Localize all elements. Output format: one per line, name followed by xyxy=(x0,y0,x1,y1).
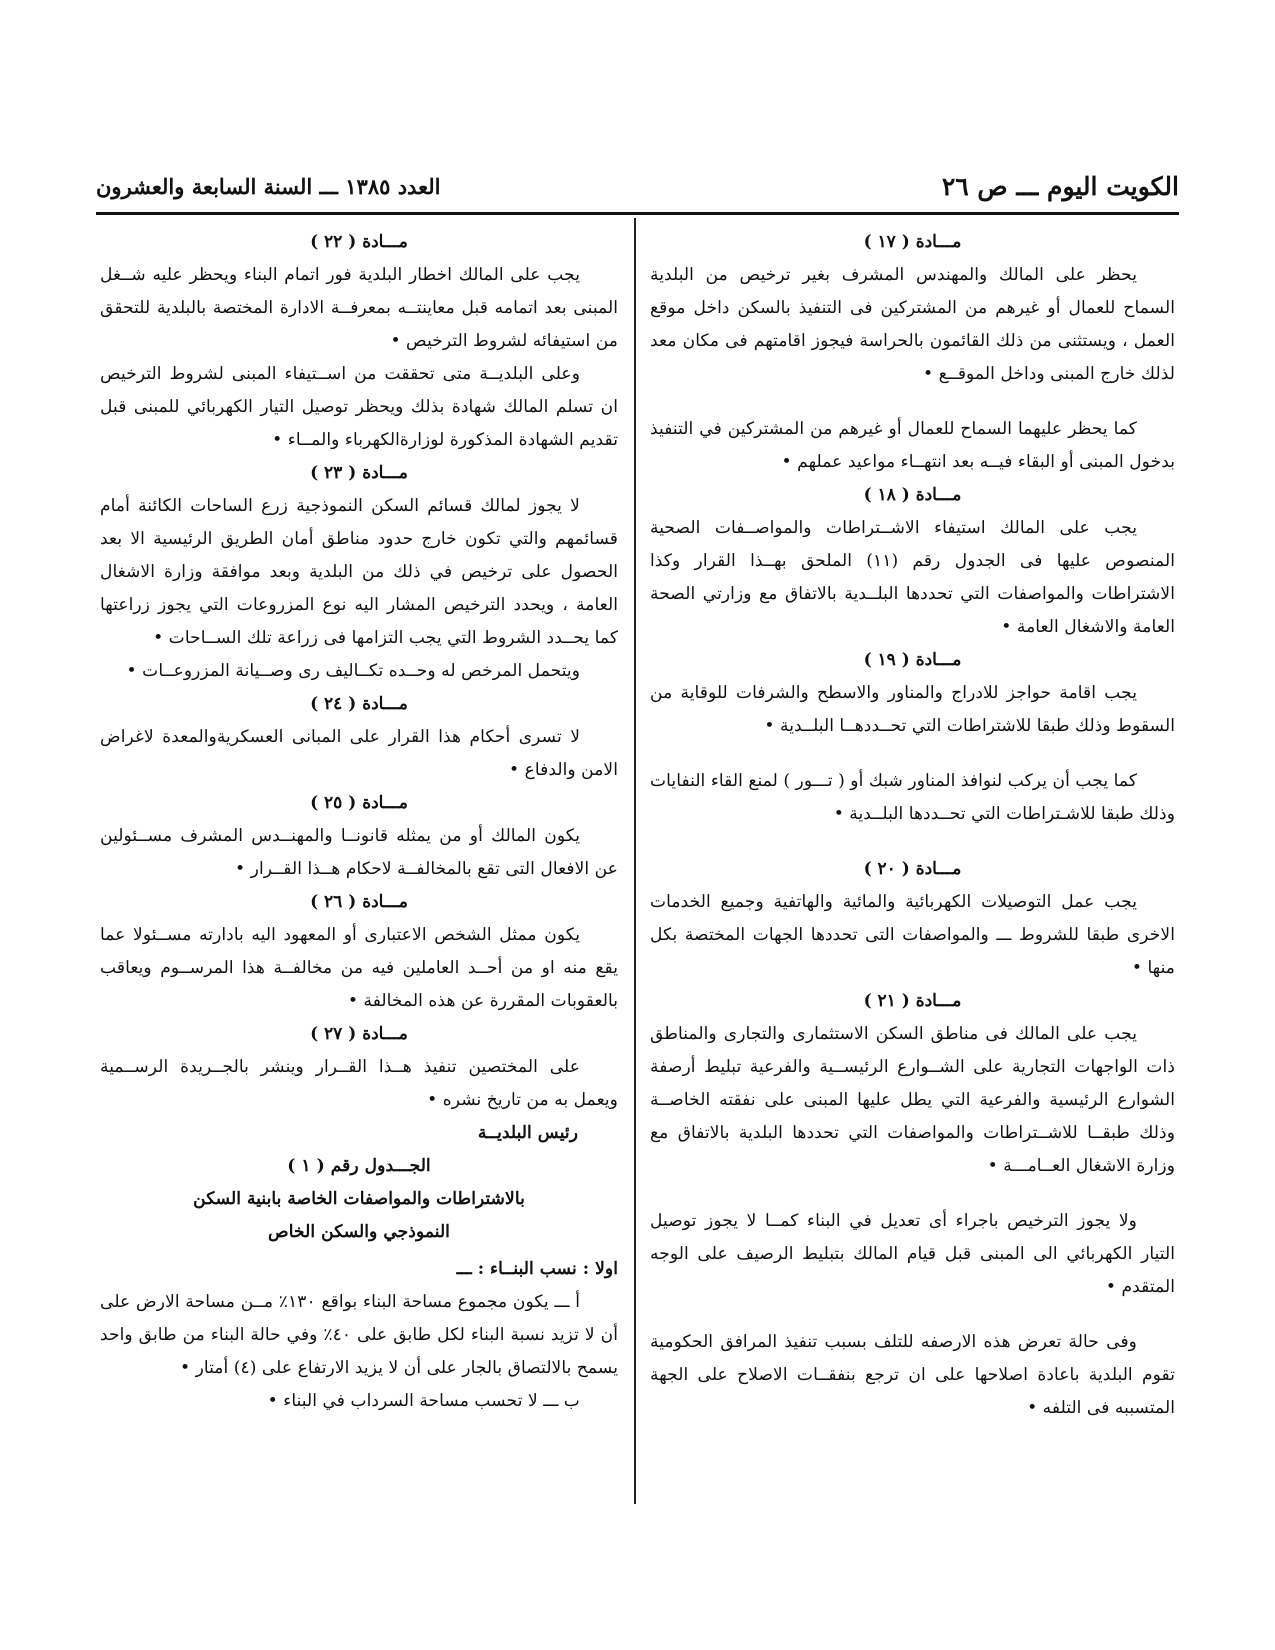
table-subtitle-2: النموذجي والسكن الخاص xyxy=(268,1222,450,1242)
table-subtitle-1: بالاشتراطات والمواصفات الخاصة بابنية السكن xyxy=(193,1189,525,1209)
left-column xyxy=(100,226,618,1418)
article-24-paragraph-1: لا تسرى أحكام هذا القرار على المبانى العسكريةوالمعدة لاغراض الامن والدفاع • xyxy=(100,727,618,780)
article-21-paragraph-2: ولا يجوز الترخيص باجراء أى تعديل في البناء كمــا لا يجوز توصيل التيار الكهربائي الى المبنى قبل قيام المالك بتبليط الرصيف على الوجه المتقدم • xyxy=(650,1211,1175,1297)
article-23-title: مـــادة ( ٢٣ ) xyxy=(310,463,408,483)
table-title: الجـــدول رقم ( ١ ) xyxy=(287,1156,431,1176)
article-19-paragraph-1: يجب اقامة حواجز للادراج والمناور والاسطح والشرفات للوقاية من السقوط وذلك طبقا للاشتراطات التي تحــددهــا البلــدية • xyxy=(650,683,1175,736)
article-17-paragraph-1: يحظر على المالك والمهندس المشرف بغير ترخيص من البلدية السماح للعمال أو غيرهم من المشتركين فى التنفيذ بالسكن داخل موقع العمل ، ويستثنى من ذلك القائمون بالحراسة فيجوز اقامتهم فى مكان معد لذلك خارج المبنى وداخل الموقــع • xyxy=(650,265,1175,384)
article-25-title: مـــادة ( ٢٥ ) xyxy=(310,793,408,813)
column-divider xyxy=(634,218,636,1504)
page-header xyxy=(96,172,1179,206)
article-18-paragraph-1: يجب على المالك استيفاء الاشــتراطات والمواصــفات الصحية المنصوص عليها فى الجدول رقم (١١) الملحق بهــذا القرار وكذا الاشتراطات والمواصفات التي تحددها البلــدية بالاتفاق مع وزارتي الصحة العامة والاشغال العامة • xyxy=(650,518,1175,637)
article-26-paragraph-1: يكون ممثل الشخص الاعتبارى أو المعهود اليه بادارته مســئولا عما يقع منه او من أحــد العاملين فيه من مخالفــة هذا المرســوم ويعاقب بالعقوبات المقررة عن هذه المخالفة • xyxy=(100,925,618,1011)
header-publication-page: الكويت اليوم ـــ ص ٢٦ xyxy=(941,172,1179,201)
article-18-title: مـــادة ( ١٨ ) xyxy=(863,485,962,505)
signature-municipality-president: رئيس البلديــة xyxy=(477,1123,578,1143)
article-27-title: مـــادة ( ٢٧ ) xyxy=(310,1024,408,1044)
article-22-paragraph-1: يجب على المالك اخطار البلدية فور اتمام البناء ويحظر عليه شــغل المبنى بعد اتمامه قبل معاينتــه بمعرفــة الادارة المختصة بالبلدية للتحقق من استيفائه لشروط الترخيص • xyxy=(100,265,618,351)
article-17-paragraph-2: كما يحظر عليهما السماح للعمال أو غيرهم من المشتركين في التنفيذ بدخول المبنى أو البقاء فيــه بعد انتهــاء مواعيد عملهم • xyxy=(650,419,1175,472)
right-column xyxy=(650,226,1175,1425)
header-rule xyxy=(96,212,1179,215)
article-25-paragraph-1: يكون المالك أو من يمثله قانونــا والمهنــدس المشرف مســئولين عن الافعال التى تقع بالمخالفــة لاحكام هــذا القــرار • xyxy=(100,826,618,879)
article-21-title: مـــادة ( ٢١ ) xyxy=(863,991,962,1011)
section-1-heading: اولا : نسب البنــاء : ـــ xyxy=(456,1259,618,1279)
article-22-title: مـــادة ( ٢٢ ) xyxy=(310,232,408,252)
item-b: ب ـــ لا تحسب مساحة السرداب في البناء • xyxy=(267,1391,580,1411)
article-21-paragraph-3: وفى حالة تعرض هذه الارصفه للتلف بسبب تنفيذ المرافق الحكومية تقوم البلدية باعادة اصلاحها على ان ترجع بنفقــات الاصلاح على الجهة المتسببه فى التلفه • xyxy=(650,1332,1175,1418)
article-22-paragraph-2: وعلى البلديــة متى تحققت من اســتيفاء المبنى لشروط الترخيص ان تسلم المالك شهادة بذلك ويحظر توصيل التيار الكهربائي للمبنى قبل تقديم الشهادة المذكورة لوزارةالكهرباء والمــاء • xyxy=(100,364,618,450)
article-27-paragraph-1: على المختصين تنفيذ هــذا القــرار وينشر بالجــريدة الرســمية ويعمل به من تاريخ نشره • xyxy=(100,1057,618,1110)
article-23-paragraph-1: لا يجوز لمالك قسائم السكن النموذجية زرع الساحات الكائنة أمام قسائمهم والتي تكون خارج حدود مناطق أمان الطريق الرئيسية الا بعد الحصول على ترخيص في ذلك من البلدية وبعد موافقة وزارة الاشغال العامة ، ويحدد الترخيص المشار اليه نوع المزروعات التي يجوز زراعتها كما يحــدد الشروط التي يجب التزامها فى زراعة تلك الســاحات • xyxy=(100,496,618,648)
item-a: أ ـــ يكون مجموع مساحة البناء بواقع ١٣٠٪ مــن مساحة الارض على أن لا تزيد نسبة البناء لكل طابق على ٤٠٪ وفي حالة البناء من طابق واحد يسمح بالالتصاق بالجار على أن لا يزيد الارتفاع على (٤) أمتار • xyxy=(100,1292,618,1378)
article-19-title: مـــادة ( ١٩ ) xyxy=(863,650,962,670)
article-19-paragraph-2: كما يجب أن يركب لنوافذ المناور شبك أو ( تـــور ) لمنع القاء النفايات وذلك طبقا للاشـتراطات التي تحــددها البلــدية • xyxy=(650,771,1175,824)
article-20-title: مـــادة ( ٢٠ ) xyxy=(863,859,962,879)
article-21-paragraph-1: يجب على المالك فى مناطق السكن الاستثمارى والتجارى والمناطق ذات الواجهات التجارية على الشــوارع الرئيســية والفرعية تبليط أرصفة الشوارع الرئيسية والفرعية التي يطل عليها المبنى على نفقته الخاصــة وذلك طبقــا للاشــتراطات والمواصفات التي تحددها البلدية بالاتفاق مع وزارة الاشغال العــامـــة • xyxy=(650,1024,1175,1176)
article-26-title: مـــادة ( ٢٦ ) xyxy=(310,892,408,912)
article-23-paragraph-2: ويتحمل المرخص له وحــده تكــاليف رى وصــيانة المزروعــات • xyxy=(126,661,580,681)
article-20-paragraph-1: يجب عمل التوصيلات الكهربائية والمائية والهاتفية وجميع الخدمات الاخرى طبقا للشروط ـــ والمواصفات التى تحددها الجهات المختصة بكل منها • xyxy=(650,892,1175,978)
article-24-title: مـــادة ( ٢٤ ) xyxy=(310,694,408,714)
article-17-title: مـــادة ( ١٧ ) xyxy=(863,232,962,252)
header-issue-year: العدد ١٣٨٥ ـــ السنة السابعة والعشرون xyxy=(96,174,441,199)
